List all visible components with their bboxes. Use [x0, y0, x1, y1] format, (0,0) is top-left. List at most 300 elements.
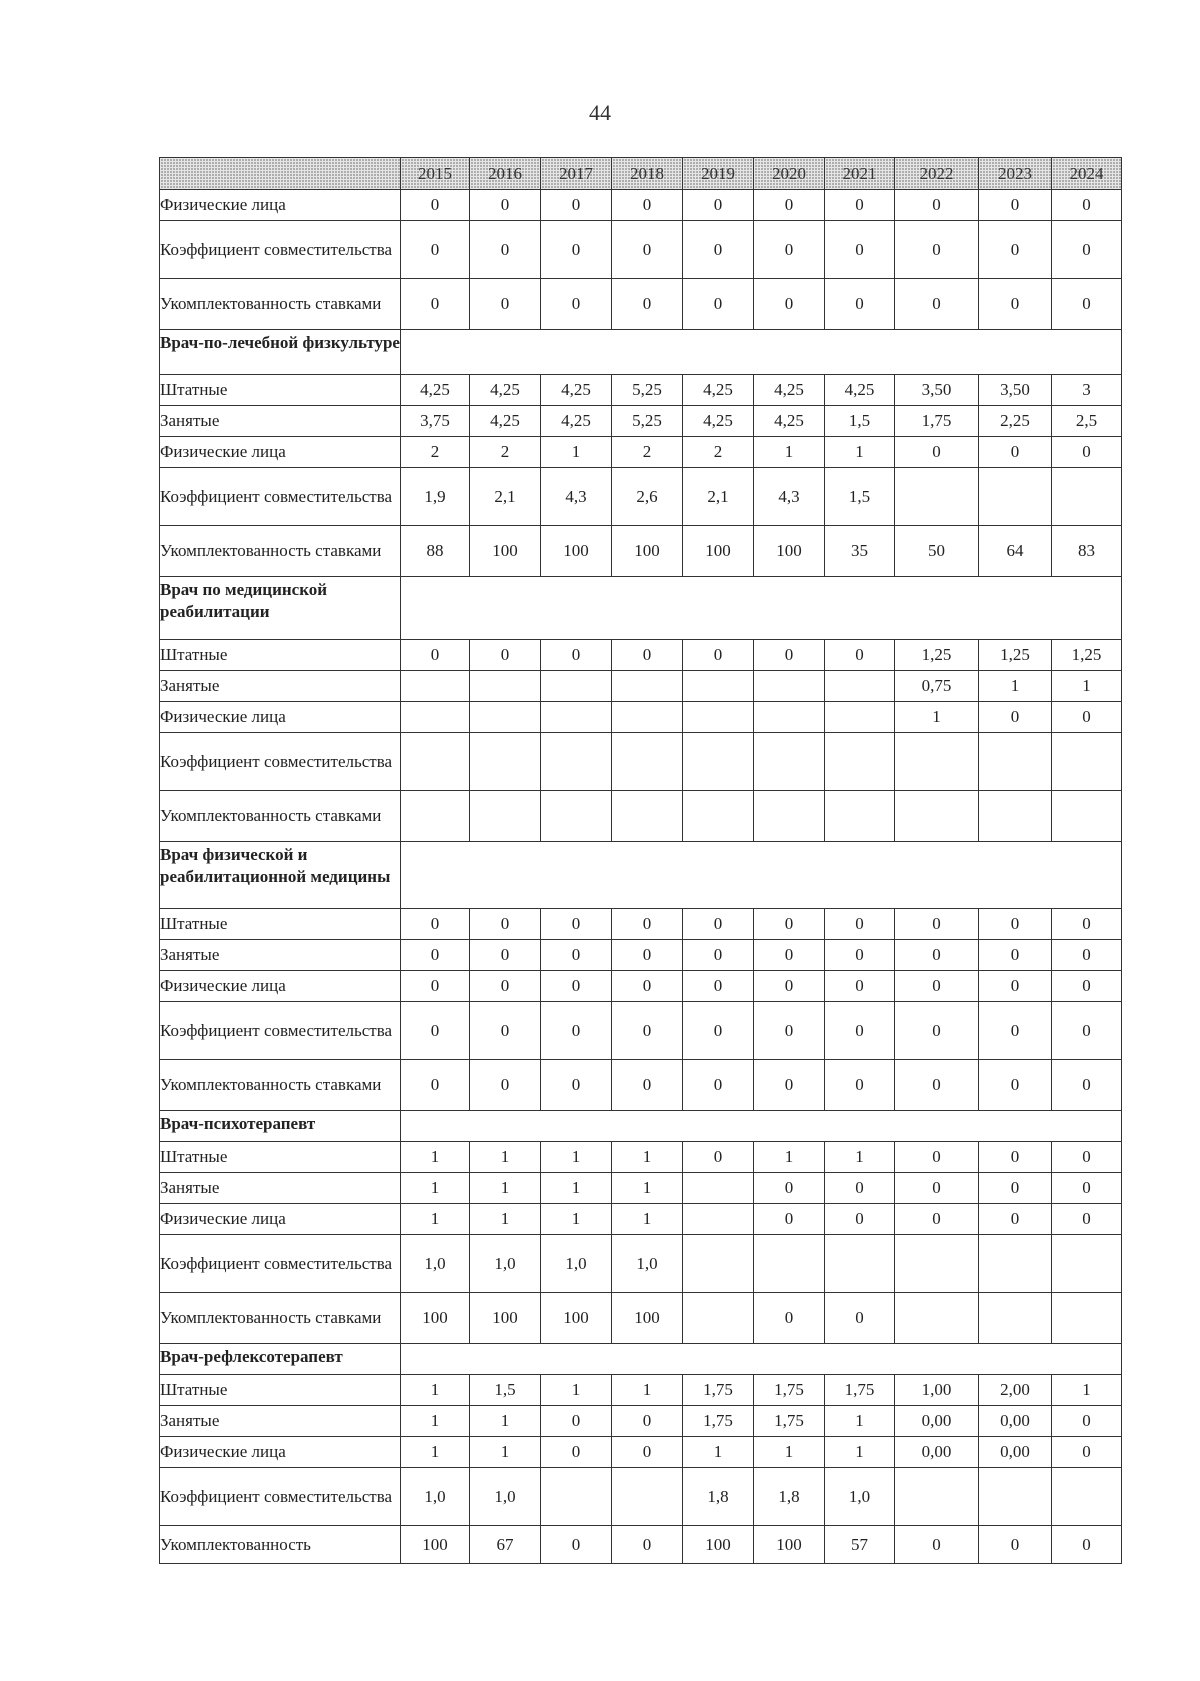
row-label: Занятые — [160, 1406, 401, 1437]
header-corner-cell — [160, 158, 401, 190]
value-cell: 0 — [541, 909, 612, 940]
table-row — [160, 406, 1122, 437]
value-cell: 0 — [541, 1437, 612, 1468]
value-cell — [541, 671, 612, 702]
value-cell — [541, 791, 612, 842]
value-cell: 0 — [979, 279, 1052, 330]
value-cell: 1,75 — [825, 1375, 895, 1406]
value-cell: 0 — [1052, 702, 1122, 733]
value-cell: 0 — [541, 1002, 612, 1060]
value-cell: 4,25 — [754, 406, 825, 437]
value-cell — [683, 791, 754, 842]
value-cell — [612, 671, 683, 702]
section-empty-cell — [401, 1111, 1122, 1142]
table-row — [160, 1437, 1122, 1468]
section-empty-cell — [401, 842, 1122, 909]
value-cell: 1 — [401, 1406, 470, 1437]
value-cell: 100 — [612, 526, 683, 577]
value-cell — [754, 733, 825, 791]
value-cell: 1,5 — [825, 406, 895, 437]
table-row — [160, 1173, 1122, 1204]
value-cell — [683, 1204, 754, 1235]
year-header: 2016 — [470, 158, 541, 190]
value-cell — [470, 671, 541, 702]
value-cell: 1,5 — [825, 468, 895, 526]
value-cell: 67 — [470, 1526, 541, 1564]
year-header: 2020 — [754, 158, 825, 190]
value-cell: 100 — [683, 1526, 754, 1564]
value-cell: 0 — [825, 640, 895, 671]
value-cell: 0 — [825, 971, 895, 1002]
table-row — [160, 640, 1122, 671]
value-cell: 0 — [979, 702, 1052, 733]
value-cell — [401, 733, 470, 791]
value-cell: 1 — [825, 1406, 895, 1437]
value-cell: 1 — [754, 1437, 825, 1468]
table-row — [160, 791, 1122, 842]
value-cell — [979, 468, 1052, 526]
value-cell: 1 — [401, 1437, 470, 1468]
value-cell — [612, 702, 683, 733]
row-label: Коэффициент совместительства — [160, 468, 401, 526]
value-cell: 0 — [895, 909, 979, 940]
value-cell: 1 — [612, 1204, 683, 1235]
table-row — [160, 671, 1122, 702]
value-cell — [683, 1293, 754, 1344]
value-cell: 0 — [470, 1002, 541, 1060]
year-header: 2015 — [401, 158, 470, 190]
value-cell: 0 — [825, 1204, 895, 1235]
value-cell: 2 — [401, 437, 470, 468]
row-label: Занятые — [160, 671, 401, 702]
section-empty-cell — [401, 577, 1122, 640]
value-cell: 1,75 — [895, 406, 979, 437]
value-cell: 0 — [979, 1142, 1052, 1173]
value-cell: 0 — [754, 940, 825, 971]
value-cell — [895, 468, 979, 526]
value-cell: 0 — [895, 279, 979, 330]
value-cell: 0 — [1052, 279, 1122, 330]
value-cell: 0 — [470, 279, 541, 330]
value-cell — [754, 702, 825, 733]
row-label: Укомплектованность ставками — [160, 526, 401, 577]
value-cell — [754, 1235, 825, 1293]
value-cell: 1 — [612, 1173, 683, 1204]
value-cell — [895, 1468, 979, 1526]
value-cell: 0 — [979, 190, 1052, 221]
value-cell: 0 — [1052, 1060, 1122, 1111]
row-label: Укомплектованность — [160, 1526, 401, 1564]
value-cell: 0,75 — [895, 671, 979, 702]
value-cell — [683, 671, 754, 702]
value-cell: 0 — [612, 1437, 683, 1468]
value-cell: 0 — [895, 1526, 979, 1564]
row-label: Коэффициент совместительства — [160, 221, 401, 279]
section-row — [160, 330, 1122, 375]
row-label: Укомплектованность ставками — [160, 791, 401, 842]
value-cell — [1052, 1293, 1122, 1344]
value-cell: 0 — [825, 1173, 895, 1204]
value-cell: 0 — [541, 221, 612, 279]
value-cell: 0 — [683, 909, 754, 940]
value-cell: 0 — [1052, 1406, 1122, 1437]
value-cell: 0 — [401, 940, 470, 971]
value-cell: 0 — [895, 1002, 979, 1060]
value-cell: 0 — [825, 1293, 895, 1344]
value-cell: 0 — [754, 279, 825, 330]
value-cell: 1 — [541, 1375, 612, 1406]
value-cell: 0 — [470, 190, 541, 221]
value-cell: 1,25 — [895, 640, 979, 671]
value-cell: 0 — [895, 437, 979, 468]
value-cell: 1,0 — [401, 1235, 470, 1293]
section-empty-cell — [401, 1344, 1122, 1375]
value-cell: 0 — [612, 640, 683, 671]
value-cell — [979, 1293, 1052, 1344]
value-cell: 0 — [895, 221, 979, 279]
value-cell: 5,25 — [612, 375, 683, 406]
value-cell: 0 — [825, 940, 895, 971]
value-cell — [683, 1235, 754, 1293]
table-row — [160, 971, 1122, 1002]
value-cell — [754, 791, 825, 842]
value-cell: 0 — [754, 909, 825, 940]
value-cell: 2,6 — [612, 468, 683, 526]
value-cell: 0 — [1052, 221, 1122, 279]
value-cell: 1 — [401, 1375, 470, 1406]
value-cell: 1,0 — [401, 1468, 470, 1526]
year-header: 2023 — [979, 158, 1052, 190]
value-cell — [895, 733, 979, 791]
value-cell: 1,0 — [470, 1235, 541, 1293]
table-row — [160, 1204, 1122, 1235]
value-cell: 0 — [979, 1526, 1052, 1564]
value-cell: 0 — [825, 279, 895, 330]
value-cell: 0 — [401, 640, 470, 671]
value-cell: 1 — [612, 1375, 683, 1406]
year-header: 2022 — [895, 158, 979, 190]
value-cell: 0 — [612, 940, 683, 971]
value-cell: 0 — [683, 190, 754, 221]
value-cell: 1,00 — [895, 1375, 979, 1406]
value-cell: 1,5 — [470, 1375, 541, 1406]
value-cell: 1 — [825, 1437, 895, 1468]
row-label: Физические лица — [160, 190, 401, 221]
row-label: Штатные — [160, 375, 401, 406]
value-cell: 0 — [683, 640, 754, 671]
value-cell — [541, 702, 612, 733]
value-cell: 100 — [470, 526, 541, 577]
section-title: Врач-по-лечебной физкультуре — [160, 330, 401, 375]
value-cell — [683, 1173, 754, 1204]
value-cell: 0 — [612, 1406, 683, 1437]
row-label: Занятые — [160, 940, 401, 971]
value-cell: 0 — [683, 279, 754, 330]
value-cell: 0 — [612, 279, 683, 330]
value-cell: 0 — [612, 971, 683, 1002]
value-cell: 3,75 — [401, 406, 470, 437]
value-cell — [1052, 733, 1122, 791]
value-cell: 0 — [470, 940, 541, 971]
table-row — [160, 468, 1122, 526]
value-cell: 0 — [683, 221, 754, 279]
year-header: 2021 — [825, 158, 895, 190]
value-cell — [895, 1293, 979, 1344]
value-cell: 0 — [979, 1173, 1052, 1204]
value-cell: 1,8 — [683, 1468, 754, 1526]
value-cell: 0 — [895, 1204, 979, 1235]
value-cell — [979, 733, 1052, 791]
value-cell: 0 — [1052, 940, 1122, 971]
row-label: Укомплектованность ставками — [160, 1060, 401, 1111]
value-cell: 0 — [541, 1406, 612, 1437]
value-cell: 1,75 — [683, 1406, 754, 1437]
value-cell: 0 — [541, 940, 612, 971]
value-cell: 0 — [683, 1060, 754, 1111]
row-label: Коэффициент совместительства — [160, 1235, 401, 1293]
value-cell: 3 — [1052, 375, 1122, 406]
value-cell: 0 — [754, 1002, 825, 1060]
value-cell: 0 — [825, 190, 895, 221]
table-row — [160, 1235, 1122, 1293]
table-row — [160, 221, 1122, 279]
row-label: Штатные — [160, 909, 401, 940]
value-cell: 0 — [825, 221, 895, 279]
table-row — [160, 702, 1122, 733]
value-cell — [683, 733, 754, 791]
value-cell: 1 — [470, 1406, 541, 1437]
value-cell: 0 — [754, 1173, 825, 1204]
value-cell: 0 — [612, 1060, 683, 1111]
value-cell: 0 — [825, 1002, 895, 1060]
row-label: Коэффициент совместительства — [160, 1002, 401, 1060]
value-cell — [825, 791, 895, 842]
value-cell: 0 — [895, 1060, 979, 1111]
value-cell: 2,1 — [683, 468, 754, 526]
value-cell: 1 — [401, 1173, 470, 1204]
value-cell — [1052, 468, 1122, 526]
row-label: Занятые — [160, 406, 401, 437]
value-cell: 2 — [470, 437, 541, 468]
value-cell — [979, 1468, 1052, 1526]
value-cell — [825, 671, 895, 702]
value-cell — [825, 733, 895, 791]
value-cell: 0 — [1052, 971, 1122, 1002]
section-row — [160, 577, 1122, 640]
row-label: Физические лица — [160, 1204, 401, 1235]
table-row — [160, 733, 1122, 791]
value-cell: 3,50 — [895, 375, 979, 406]
value-cell: 83 — [1052, 526, 1122, 577]
value-cell: 1 — [683, 1437, 754, 1468]
value-cell: 1,75 — [754, 1406, 825, 1437]
value-cell: 5,25 — [612, 406, 683, 437]
row-label: Штатные — [160, 1142, 401, 1173]
value-cell: 2 — [612, 437, 683, 468]
section-row — [160, 1344, 1122, 1375]
value-cell: 0,00 — [895, 1406, 979, 1437]
value-cell: 0 — [895, 971, 979, 1002]
value-cell: 0 — [401, 971, 470, 1002]
value-cell: 4,25 — [470, 375, 541, 406]
row-label: Штатные — [160, 640, 401, 671]
row-label: Коэффициент совместительства — [160, 1468, 401, 1526]
value-cell: 2,00 — [979, 1375, 1052, 1406]
section-row — [160, 1111, 1122, 1142]
value-cell: 1 — [541, 1173, 612, 1204]
value-cell — [1052, 1468, 1122, 1526]
table-row — [160, 1468, 1122, 1526]
value-cell: 0 — [825, 1060, 895, 1111]
value-cell: 100 — [470, 1293, 541, 1344]
value-cell: 2,25 — [979, 406, 1052, 437]
value-cell: 1 — [1052, 671, 1122, 702]
value-cell: 0,00 — [979, 1406, 1052, 1437]
table-row — [160, 1375, 1122, 1406]
value-cell: 1 — [825, 1142, 895, 1173]
value-cell: 0 — [470, 640, 541, 671]
row-label: Физические лица — [160, 437, 401, 468]
value-cell: 100 — [401, 1526, 470, 1564]
row-label: Занятые — [160, 1173, 401, 1204]
value-cell — [754, 671, 825, 702]
row-label: Физические лица — [160, 1437, 401, 1468]
value-cell: 4,25 — [541, 375, 612, 406]
section-empty-cell — [401, 330, 1122, 375]
table-row — [160, 279, 1122, 330]
value-cell: 0 — [979, 221, 1052, 279]
value-cell: 1,0 — [825, 1468, 895, 1526]
value-cell — [979, 1235, 1052, 1293]
year-header: 2019 — [683, 158, 754, 190]
value-cell: 100 — [541, 526, 612, 577]
value-cell — [895, 1235, 979, 1293]
value-cell: 0 — [895, 190, 979, 221]
value-cell: 1,75 — [683, 1375, 754, 1406]
value-cell — [979, 791, 1052, 842]
value-cell: 100 — [401, 1293, 470, 1344]
value-cell: 1 — [541, 1204, 612, 1235]
value-cell: 0,00 — [895, 1437, 979, 1468]
value-cell: 0 — [754, 190, 825, 221]
value-cell: 0 — [612, 909, 683, 940]
value-cell: 0 — [754, 221, 825, 279]
value-cell: 0 — [754, 640, 825, 671]
value-cell: 1 — [541, 1142, 612, 1173]
value-cell: 0 — [1052, 190, 1122, 221]
value-cell: 1 — [895, 702, 979, 733]
value-cell: 1 — [612, 1142, 683, 1173]
table-row — [160, 1526, 1122, 1564]
value-cell: 1 — [754, 437, 825, 468]
value-cell: 35 — [825, 526, 895, 577]
staffing-table — [159, 157, 1122, 1564]
section-title: Врач-психотерапевт — [160, 1111, 401, 1142]
value-cell — [825, 702, 895, 733]
value-cell: 100 — [683, 526, 754, 577]
value-cell: 0 — [895, 1173, 979, 1204]
value-cell: 0 — [1052, 909, 1122, 940]
value-cell: 0 — [470, 971, 541, 1002]
value-cell: 57 — [825, 1526, 895, 1564]
value-cell: 4,25 — [683, 375, 754, 406]
value-cell: 100 — [541, 1293, 612, 1344]
table-row — [160, 909, 1122, 940]
value-cell: 0 — [1052, 1526, 1122, 1564]
value-cell: 1 — [825, 437, 895, 468]
value-cell: 0 — [401, 1060, 470, 1111]
value-cell — [470, 791, 541, 842]
value-cell: 1 — [470, 1142, 541, 1173]
value-cell: 0 — [979, 971, 1052, 1002]
value-cell — [470, 702, 541, 733]
value-cell — [683, 702, 754, 733]
year-header: 2024 — [1052, 158, 1122, 190]
value-cell: 1,0 — [470, 1468, 541, 1526]
value-cell: 1 — [470, 1173, 541, 1204]
value-cell: 0 — [754, 1060, 825, 1111]
value-cell: 0 — [683, 971, 754, 1002]
value-cell — [825, 1235, 895, 1293]
table-row — [160, 1142, 1122, 1173]
value-cell: 1 — [401, 1204, 470, 1235]
value-cell: 0 — [470, 909, 541, 940]
value-cell: 0 — [895, 940, 979, 971]
value-cell: 0 — [683, 940, 754, 971]
value-cell: 100 — [754, 1526, 825, 1564]
value-cell — [541, 733, 612, 791]
value-cell: 0 — [979, 1002, 1052, 1060]
value-cell: 0 — [754, 1293, 825, 1344]
value-cell — [612, 733, 683, 791]
value-cell: 0 — [825, 909, 895, 940]
value-cell: 2,5 — [1052, 406, 1122, 437]
value-cell: 0 — [401, 221, 470, 279]
value-cell: 0 — [541, 1526, 612, 1564]
value-cell: 1,8 — [754, 1468, 825, 1526]
value-cell: 1 — [1052, 1375, 1122, 1406]
value-cell: 0,00 — [979, 1437, 1052, 1468]
value-cell: 4,25 — [401, 375, 470, 406]
value-cell: 4,25 — [825, 375, 895, 406]
table-row — [160, 1060, 1122, 1111]
value-cell: 1,0 — [541, 1235, 612, 1293]
value-cell: 0 — [979, 437, 1052, 468]
value-cell: 1 — [470, 1437, 541, 1468]
value-cell: 1,25 — [979, 640, 1052, 671]
value-cell: 4,25 — [683, 406, 754, 437]
value-cell: 0 — [401, 190, 470, 221]
value-cell: 0 — [541, 279, 612, 330]
value-cell: 0 — [979, 909, 1052, 940]
value-cell: 0 — [401, 909, 470, 940]
value-cell: 0 — [979, 940, 1052, 971]
section-title: Врач по медицинской реабилитации — [160, 577, 401, 640]
value-cell — [541, 1468, 612, 1526]
value-cell: 1 — [470, 1204, 541, 1235]
year-header: 2018 — [612, 158, 683, 190]
value-cell — [612, 791, 683, 842]
value-cell: 0 — [754, 1204, 825, 1235]
value-cell: 0 — [612, 190, 683, 221]
row-label: Физические лица — [160, 702, 401, 733]
value-cell — [1052, 791, 1122, 842]
section-row — [160, 842, 1122, 909]
table-row — [160, 190, 1122, 221]
value-cell: 0 — [401, 279, 470, 330]
value-cell: 4,3 — [541, 468, 612, 526]
value-cell: 0 — [979, 1204, 1052, 1235]
